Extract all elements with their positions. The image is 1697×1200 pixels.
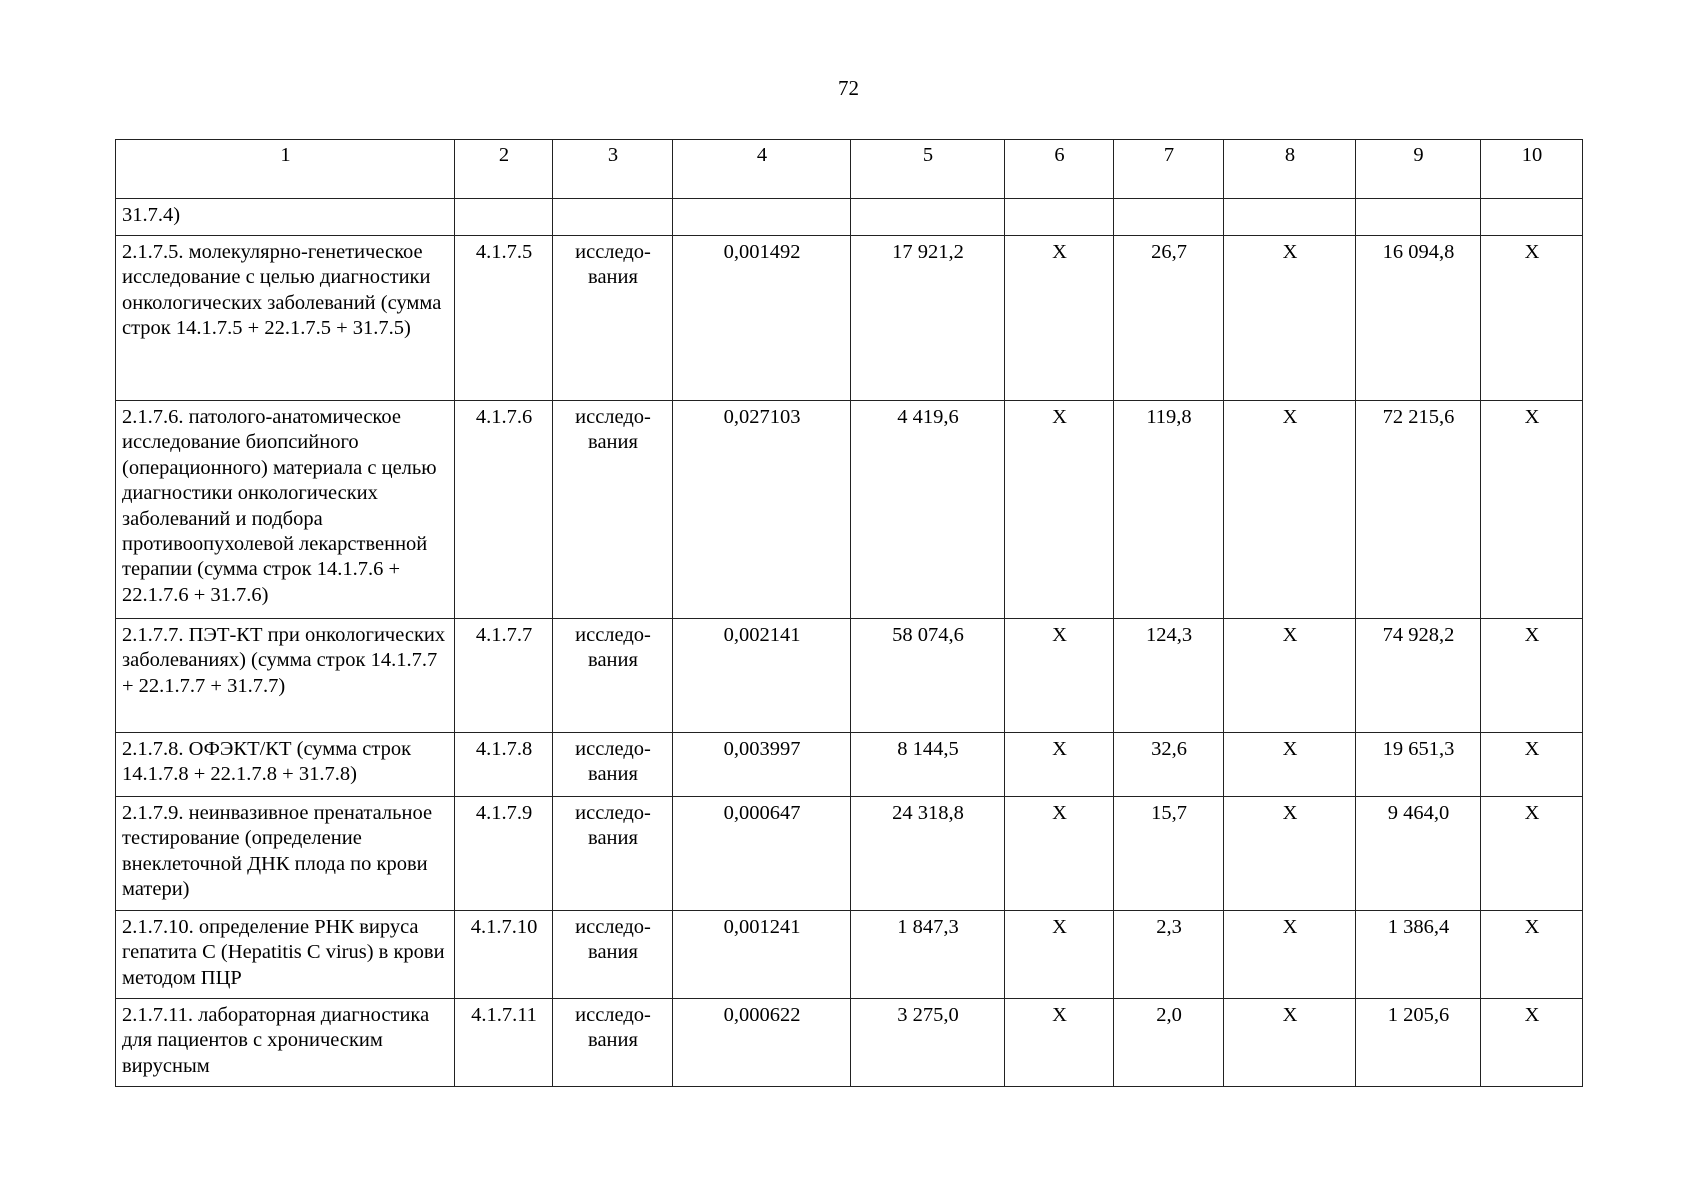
row-unit: исследо-вания <box>553 236 673 401</box>
table-cell: 32,6 <box>1114 733 1224 797</box>
row-unit <box>553 199 673 236</box>
table-cell <box>1356 199 1481 236</box>
table-header-row <box>116 140 1583 199</box>
table-cell: 1 386,4 <box>1356 911 1481 999</box>
table-cell: 17 921,2 <box>851 236 1005 401</box>
data-table <box>115 139 1583 1087</box>
table-cell: 2,0 <box>1114 999 1224 1087</box>
table-cell: 2,3 <box>1114 911 1224 999</box>
table-row <box>116 733 1583 797</box>
column-header: 5 <box>851 140 1005 199</box>
table-row <box>116 619 1583 733</box>
column-header: 9 <box>1356 140 1481 199</box>
column-header: 10 <box>1481 140 1583 199</box>
table-row <box>116 236 1583 401</box>
row-unit: исследо-вания <box>553 733 673 797</box>
table-cell: 4 419,6 <box>851 401 1005 619</box>
table-cell: Х <box>1005 619 1114 733</box>
row-description: 2.1.7.5. молекулярно-генетическое исследование с целью диагностики онкологических заболеваний (сумма строк 14.1.7.5 + 22.1.7.5 + 31.7.5) <box>116 236 455 401</box>
table-cell: 0,001492 <box>673 236 851 401</box>
table-cell: 3 275,0 <box>851 999 1005 1087</box>
row-description: 2.1.7.6. патолого-анатомическое исследование биопсийного (операционного) материала с целью диагностики онкологических заболеваний и подбора противоопухолевой лекарственной терапии (сумма строк 14.1.7.6 + 22.1.7.6 + 31.7.6) <box>116 401 455 619</box>
row-code: 4.1.7.8 <box>455 733 553 797</box>
table-cell <box>1481 199 1583 236</box>
table-cell: 8 144,5 <box>851 733 1005 797</box>
column-header: 6 <box>1005 140 1114 199</box>
table-cell: 119,8 <box>1114 401 1224 619</box>
row-description: 2.1.7.9. неинвазивное пренатальное тестирование (определение внеклеточной ДНК плода по крови матери) <box>116 797 455 911</box>
page-number: 72 <box>838 76 859 100</box>
table-row <box>116 911 1583 999</box>
table-cell: 0,000622 <box>673 999 851 1087</box>
row-code: 4.1.7.10 <box>455 911 553 999</box>
table-cell: Х <box>1005 797 1114 911</box>
table-cell <box>1224 199 1356 236</box>
table-cell: 58 074,6 <box>851 619 1005 733</box>
column-header: 4 <box>673 140 851 199</box>
row-description: 2.1.7.10. определение РНК вируса гепатита С (Hepatitis C virus) в крови методом ПЦР <box>116 911 455 999</box>
table-cell: Х <box>1481 619 1583 733</box>
column-header: 1 <box>116 140 455 199</box>
table-cell: 124,3 <box>1114 619 1224 733</box>
row-description: 2.1.7.11. лабораторная диагностика для пациентов с хроническим вирусным <box>116 999 455 1087</box>
table-cell <box>673 199 851 236</box>
row-unit: исследо-вания <box>553 401 673 619</box>
table-cell: Х <box>1224 236 1356 401</box>
table-cell: 0,003997 <box>673 733 851 797</box>
table-cell: Х <box>1481 236 1583 401</box>
row-code: 4.1.7.9 <box>455 797 553 911</box>
table-cell: Х <box>1481 999 1583 1087</box>
table-cell: Х <box>1481 401 1583 619</box>
row-code: 4.1.7.5 <box>455 236 553 401</box>
column-header: 7 <box>1114 140 1224 199</box>
table-row <box>116 401 1583 619</box>
table-cell: 1 205,6 <box>1356 999 1481 1087</box>
row-code <box>455 199 553 236</box>
table-row <box>116 999 1583 1087</box>
table-cell: Х <box>1481 911 1583 999</box>
table-cell: Х <box>1224 401 1356 619</box>
table-cell: Х <box>1005 401 1114 619</box>
table-cell: Х <box>1005 236 1114 401</box>
table-cell: Х <box>1224 619 1356 733</box>
table-cell: 0,001241 <box>673 911 851 999</box>
row-description: 2.1.7.8. ОФЭКТ/КТ (сумма строк 14.1.7.8 + 22.1.7.8 + 31.7.8) <box>116 733 455 797</box>
column-header: 3 <box>553 140 673 199</box>
table-cell: 24 318,8 <box>851 797 1005 911</box>
table-row <box>116 199 1583 236</box>
table-cell: Х <box>1224 733 1356 797</box>
table-cell: Х <box>1481 797 1583 911</box>
table-cell: Х <box>1224 911 1356 999</box>
table-cell <box>851 199 1005 236</box>
table-cell: 26,7 <box>1114 236 1224 401</box>
table-cell: 0,000647 <box>673 797 851 911</box>
table-row <box>116 797 1583 911</box>
row-description: 2.1.7.7. ПЭТ-КТ при онкологических заболеваниях) (сумма строк 14.1.7.7 + 22.1.7.7 + 31.7.7) <box>116 619 455 733</box>
table-cell: 15,7 <box>1114 797 1224 911</box>
column-header: 2 <box>455 140 553 199</box>
table-cell: Х <box>1005 999 1114 1087</box>
table-cell: Х <box>1481 733 1583 797</box>
table-cell <box>1114 199 1224 236</box>
table-cell: 72 215,6 <box>1356 401 1481 619</box>
table-cell: 74 928,2 <box>1356 619 1481 733</box>
table-cell: Х <box>1005 733 1114 797</box>
row-code: 4.1.7.7 <box>455 619 553 733</box>
row-unit: исследо-вания <box>553 619 673 733</box>
table-cell: 16 094,8 <box>1356 236 1481 401</box>
table-cell <box>1005 199 1114 236</box>
row-code: 4.1.7.11 <box>455 999 553 1087</box>
table-cell: Х <box>1224 999 1356 1087</box>
table-cell: Х <box>1224 797 1356 911</box>
row-description: 31.7.4) <box>116 199 455 236</box>
table-cell: 19 651,3 <box>1356 733 1481 797</box>
row-unit: исследо-вания <box>553 999 673 1087</box>
row-code: 4.1.7.6 <box>455 401 553 619</box>
table-cell: Х <box>1005 911 1114 999</box>
column-header: 8 <box>1224 140 1356 199</box>
table-cell: 1 847,3 <box>851 911 1005 999</box>
row-unit: исследо-вания <box>553 911 673 999</box>
table-cell: 0,002141 <box>673 619 851 733</box>
row-unit: исследо-вания <box>553 797 673 911</box>
table-cell: 0,027103 <box>673 401 851 619</box>
table-cell: 9 464,0 <box>1356 797 1481 911</box>
